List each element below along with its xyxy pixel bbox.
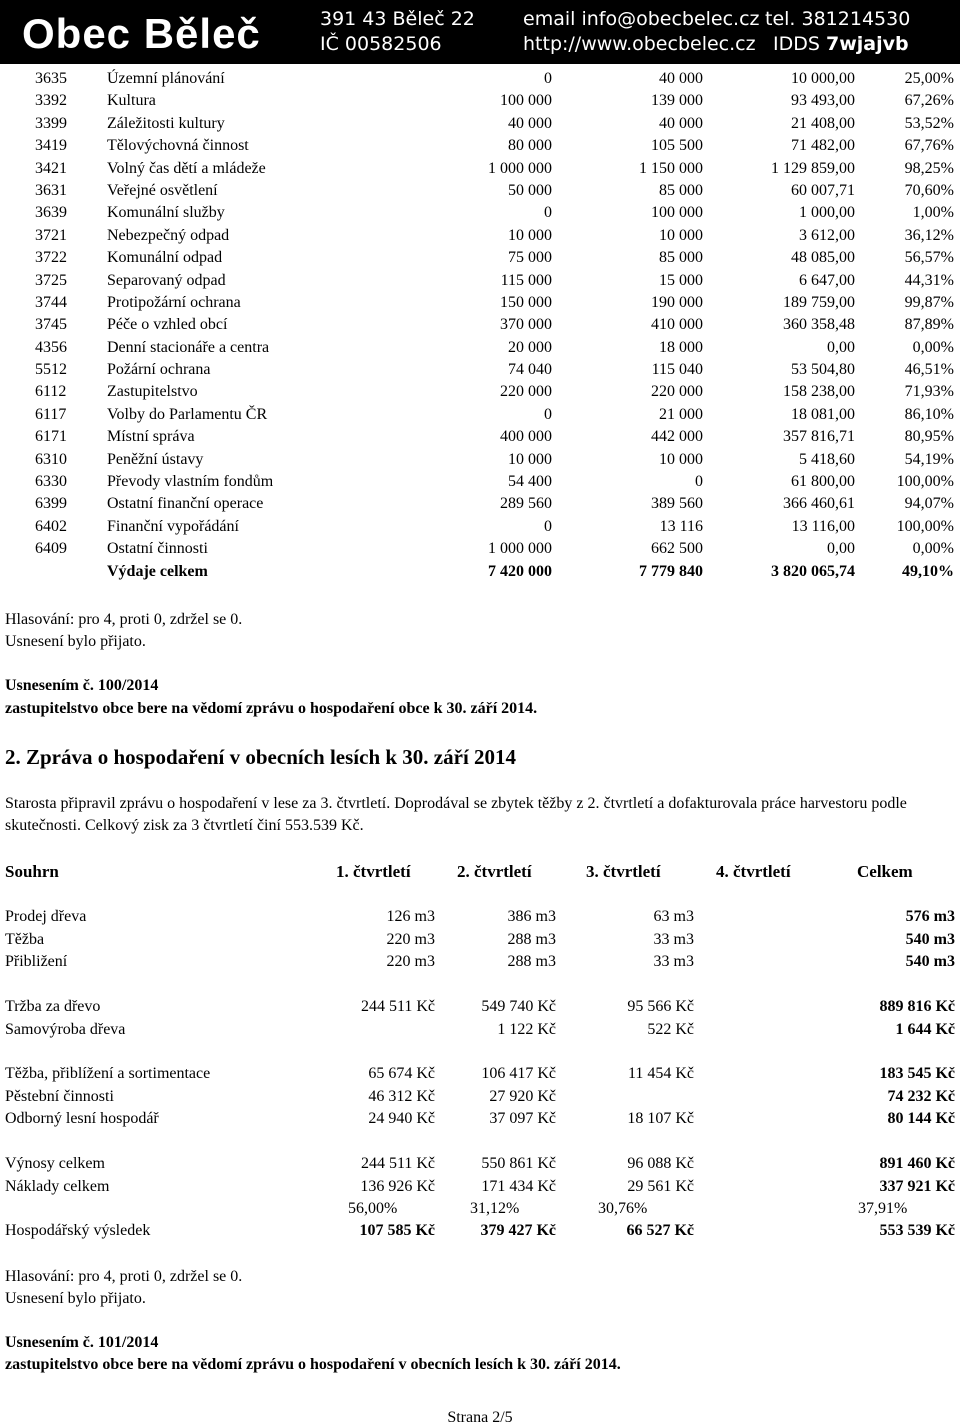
data-box-id [773,33,909,56]
value-total: 576 m3 [905,908,955,925]
approved-budget: 54 400 [508,473,552,491]
fulfilment-percent: 71,93% [904,383,954,401]
approved-budget: 0 [544,204,552,222]
fulfilment-percent: 0,00% [912,338,954,356]
value-q1: 65 674 Kč [368,1065,435,1082]
adjusted-budget: 139 000 [651,92,703,110]
account-name: Komunální odpad [107,249,223,267]
table-row [0,1063,960,1086]
value-total: 80 144 Kč [887,1110,955,1127]
adjusted-budget: 1 150 000 [639,159,703,177]
account-code: 6117 [35,405,67,423]
page-number: Strana 2/5 [447,1409,513,1426]
approved-budget: 80 000 [508,137,552,155]
approved-budget: 115 000 [500,271,552,289]
resolution-text-2: zastupitelstvo obce bere na vědomí zprávu o hospodaření v obecních lesích k 30. září 2014. [5,1356,621,1373]
table-row [0,929,960,952]
budget-total-row [0,561,960,583]
value-q3: 95 566 Kč [627,998,694,1015]
account-code: 6310 [35,450,67,468]
value-total: 540 m3 [905,953,955,970]
address: 391 43 Běleč 22 [320,8,475,30]
actual-spending: 48 085,00 [791,249,855,267]
section-heading: 2. Zpráva o hospodaření v obecních lesích k 30. září 2014 [5,745,517,769]
total-approved: 7 420 000 [488,562,552,580]
actual-spending: 53 504,80 [791,361,855,379]
actual-spending: 6 647,00 [799,271,855,289]
adjusted-budget: 13 116 [659,517,703,535]
account-code: 6409 [35,540,67,558]
account-name: Volby do Parlamentu ČR [107,405,268,423]
header-summary: Souhrn [5,862,59,881]
value-q2: 106 417 Kč [481,1065,556,1082]
account-name: Veřejné osvětlení [107,181,218,199]
adjusted-budget: 389 560 [651,495,703,513]
resolution-text-1: zastupitelstvo obce bere na vědomí zprávu o hospodaření obce k 30. září 2014. [5,700,538,717]
percent-total: 37,91% [858,1200,908,1217]
actual-spending: 61 800,00 [791,473,855,491]
account-name: Kultura [107,92,156,110]
table-row [0,180,960,202]
fulfilment-percent: 67,76% [904,137,954,155]
value-total: 891 460 Kč [879,1155,955,1172]
approved-budget: 1 000 000 [488,159,552,177]
account-name: Péče o vzhled obcí [107,316,228,334]
resolution-id: 101/2014 [97,1334,159,1351]
adjusted-budget: 100 000 [651,204,703,222]
table-row [0,471,960,493]
header-q2: 2. čtvrtletí [457,862,532,881]
account-code: 3419 [35,137,67,155]
row-label: Náklady celkem [5,1177,110,1195]
fulfilment-percent: 80,95% [904,428,954,446]
table-row [0,493,960,515]
fulfilment-percent: 53,52% [904,114,954,132]
header-q1: 1. čtvrtletí [336,862,411,881]
data-box-value: 7wjajvb [825,33,909,55]
account-code: 3722 [35,249,67,267]
account-name: Peněžní ústavy [107,450,204,468]
adjusted-budget: 662 500 [651,540,703,558]
approved-budget: 0 [544,517,552,535]
table-row [0,90,960,112]
approved-budget: 10 000 [508,226,552,244]
value-total: 183 545 Kč [879,1065,955,1082]
value-q3: 29 561 Kč [627,1177,694,1195]
value-q3: 11 454 Kč [627,1065,694,1082]
table-row [0,449,960,471]
value-q3: 96 088 Kč [627,1155,694,1172]
account-name: Komunální služby [107,204,225,222]
fulfilment-percent: 0,00% [912,540,954,558]
account-name: Požární ochrana [107,361,211,379]
account-name: Převody vlastním fondům [107,473,274,491]
fulfilment-percent: 99,87% [904,293,954,311]
account-code: 3635 [35,70,67,87]
adjusted-budget: 21 000 [659,405,703,423]
total-label: Výdaje celkem [107,562,208,580]
table-row [0,225,960,247]
value-q1: 46 312 Kč [368,1087,435,1105]
table-row [0,359,960,381]
account-code: 4356 [35,338,67,356]
account-name: Záležitosti kultury [107,114,225,132]
value-q1: 220 m3 [386,930,435,948]
value-q2: 171 434 Kč [481,1177,556,1195]
adjusted-budget: 40 000 [659,70,703,87]
table-row [0,135,960,157]
result-q1: 107 585 Kč [359,1222,435,1239]
value-q1: 220 m3 [386,953,435,970]
adjusted-budget: 15 000 [659,271,703,289]
data-box-label: IDDS [773,33,820,55]
table-row [0,68,960,90]
account-name: Územní plánování [107,70,225,87]
value-q2: 550 861 Kč [481,1155,556,1172]
value-q3: 33 m3 [653,953,694,970]
total-adjusted: 7 779 840 [639,562,703,580]
row-label: Těžba, přiblížení a sortimentace [5,1065,211,1082]
total-actual: 3 820 065,74 [771,562,855,580]
adjusted-budget: 105 500 [651,137,703,155]
resolution-status-2: Usnesení bylo přijato. [5,1290,146,1307]
value-total: 337 921 Kč [879,1177,955,1195]
table-row [0,202,960,224]
fulfilment-percent: 25,00% [904,70,954,87]
table-row [0,337,960,359]
fulfilment-percent: 46,51% [904,361,954,379]
table-row [0,1176,960,1199]
table-row [0,270,960,292]
forest-table-header [0,860,960,884]
approved-budget: 400 000 [500,428,552,446]
email-contact[interactable]: email info@obecbelec.cz [523,8,760,30]
account-name: Místní správa [107,428,195,446]
adjusted-budget: 85 000 [659,181,703,199]
value-q2: 27 920 Kč [489,1087,556,1105]
account-code: 3639 [35,204,67,222]
fulfilment-percent: 87,89% [904,316,954,334]
forest-volume-group [0,906,960,974]
adjusted-budget: 190 000 [651,293,703,311]
table-row [0,1108,960,1131]
result-q3: 66 527 Kč [626,1222,694,1239]
header-q4: 4. čtvrtletí [716,862,791,881]
value-q2: 37 097 Kč [489,1110,556,1127]
resolution-number-1 [5,675,158,696]
account-name: Protipožární ochrana [107,293,241,311]
table-row [0,381,960,403]
budget-table [0,68,960,583]
account-name: Denní stacionáře a centra [107,338,270,356]
fulfilment-percent: 86,10% [904,405,954,423]
account-name: Ostatní finanční operace [107,495,264,513]
percent-q2: 31,12% [470,1200,520,1217]
table-row [0,113,960,135]
company-id: IČ 00582506 [320,33,442,55]
account-name: Separovaný odpad [107,271,226,289]
percent-q3: 30,76% [598,1200,648,1217]
approved-budget: 1 000 000 [488,540,552,558]
actual-spending: 21 408,00 [791,114,855,132]
table-row [0,1019,960,1042]
approved-budget: 20 000 [508,338,552,356]
table-row [0,158,960,180]
account-code: 6112 [35,383,67,401]
account-code: 3745 [35,316,67,334]
approved-budget: 75 000 [508,249,552,267]
value-q1: 136 926 Kč [360,1177,435,1195]
phone-contact: tel. 381214530 [765,8,911,30]
website-link[interactable]: http://www.obecbelec.cz [523,33,756,55]
forest-totals-group [0,1153,960,1198]
approved-budget: 50 000 [508,181,552,199]
actual-spending: 18 081,00 [791,405,855,423]
account-name: Volný čas dětí a mládeže [107,159,266,177]
account-code: 3421 [35,159,67,177]
adjusted-budget: 220 000 [651,383,703,401]
account-code: 6330 [35,473,67,491]
actual-spending: 189 759,00 [783,293,855,311]
value-q1: 24 940 Kč [368,1110,435,1127]
table-row [0,1086,960,1109]
table-row [0,314,960,336]
account-code: 5512 [35,361,67,379]
fulfilment-percent: 36,12% [904,226,954,244]
adjusted-budget: 85 000 [659,249,703,267]
actual-spending: 93 493,00 [791,92,855,110]
value-total: 1 644 Kč [895,1020,955,1038]
value-q1: 244 511 Kč [360,1155,435,1172]
account-code: 3392 [35,92,67,110]
row-label: Pěstební činnosti [5,1087,114,1105]
adjusted-budget: 40 000 [659,114,703,132]
forest-result-row [0,1220,960,1243]
actual-spending: 60 007,71 [791,181,855,199]
municipality-title: Obec Běleč [22,10,261,57]
forest-revenue-group [0,996,960,1041]
resolution-id: 100/2014 [97,677,159,694]
actual-spending: 10 000,00 [791,70,855,87]
actual-spending: 360 358,48 [783,316,855,334]
account-name: Nebezpečný odpad [107,226,230,244]
table-row [0,426,960,448]
account-name: Tělovýchovná činnost [107,137,249,155]
forest-cost-group [0,1063,960,1131]
resolution-label: Usnesením č. [5,1334,94,1351]
approved-budget: 40 000 [508,114,552,132]
adjusted-budget: 442 000 [651,428,703,446]
row-label: Těžba [5,930,45,948]
approved-budget: 100 000 [500,92,552,110]
value-q2: 1 122 Kč [497,1020,556,1038]
adjusted-budget: 0 [695,473,703,491]
table-row [0,1153,960,1176]
fulfilment-percent: 98,25% [904,159,954,177]
table-row [0,404,960,426]
value-q3: 63 m3 [653,908,694,925]
value-q1: 126 m3 [386,908,435,925]
value-q2: 386 m3 [507,908,556,925]
table-row [0,292,960,314]
value-q2: 549 740 Kč [481,998,556,1015]
value-q3: 18 107 Kč [627,1110,694,1127]
actual-spending: 71 482,00 [791,137,855,155]
account-code: 6399 [35,495,67,513]
forest-percent-row [0,1198,960,1221]
table-row [0,247,960,269]
header-q3: 3. čtvrtletí [586,862,661,881]
approved-budget: 0 [544,405,552,423]
account-name: Finanční vypořádání [107,517,239,535]
row-label: Tržba za dřevo [5,998,101,1015]
account-code: 3725 [35,271,67,289]
actual-spending: 1 000,00 [799,204,855,222]
table-row [0,516,960,538]
adjusted-budget: 10 000 [659,226,703,244]
fulfilment-percent: 100,00% [896,517,954,535]
actual-spending: 13 116,00 [791,517,855,535]
fulfilment-percent: 100,00% [896,473,954,491]
account-code: 3631 [35,181,67,199]
vote-result-2: Hlasování: pro 4, proti 0, zdržel se 0. [5,1268,243,1285]
account-code: 6402 [35,517,67,535]
row-label: Prodej dřeva [5,908,87,925]
fulfilment-percent: 67,26% [904,92,954,110]
value-q2: 288 m3 [507,953,556,970]
total-percent: 49,10% [902,562,954,580]
actual-spending: 366 460,61 [783,495,855,513]
table-row [0,1198,960,1221]
approved-budget: 220 000 [500,383,552,401]
result-q2: 379 427 Kč [480,1222,556,1239]
actual-spending: 0,00 [827,540,855,558]
account-code: 6171 [35,428,67,446]
row-label: Samovýroba dřeva [5,1020,126,1038]
value-q3: 33 m3 [653,930,694,948]
row-label: Výnosy celkem [5,1155,105,1172]
approved-budget: 370 000 [500,316,552,334]
actual-spending: 158 238,00 [783,383,855,401]
adjusted-budget: 18 000 [659,338,703,356]
approved-budget: 10 000 [508,450,552,468]
letterhead [0,0,960,64]
value-q1: 244 511 Kč [360,998,435,1015]
adjusted-budget: 10 000 [659,450,703,468]
value-total: 74 232 Kč [887,1087,955,1105]
row-label: Přibližení [5,953,68,970]
row-label: Odborný lesní hospodář [5,1110,159,1127]
account-name: Zastupitelstvo [107,383,198,401]
adjusted-budget: 115 040 [651,361,703,379]
resolution-number-2 [5,1332,158,1353]
account-name: Ostatní činnosti [107,540,208,558]
account-code: 3744 [35,293,67,311]
percent-q1: 56,00% [348,1200,398,1217]
actual-spending: 3 612,00 [799,226,855,244]
approved-budget: 74 040 [508,361,552,379]
account-code: 3721 [35,226,67,244]
table-row [0,1220,960,1243]
account-code: 3399 [35,114,67,132]
table-row [0,996,960,1019]
resolution-label: Usnesením č. [5,677,94,694]
fulfilment-percent: 1,00% [912,204,954,222]
table-row [0,538,960,560]
approved-budget: 150 000 [500,293,552,311]
fulfilment-percent: 70,60% [904,181,954,199]
actual-spending: 0,00 [827,338,855,356]
row-label: Hospodářský výsledek [5,1222,151,1239]
value-total: 540 m3 [905,930,955,948]
actual-spending: 1 129 859,00 [771,159,855,177]
result-total: 553 539 Kč [879,1222,955,1239]
approved-budget: 0 [544,70,552,87]
fulfilment-percent: 44,31% [904,271,954,289]
fulfilment-percent: 94,07% [904,495,954,513]
table-row [0,951,960,974]
value-q2: 288 m3 [507,930,556,948]
fulfilment-percent: 56,57% [904,249,954,267]
actual-spending: 357 816,71 [783,428,855,446]
value-q3: 522 Kč [647,1020,694,1038]
header-total: Celkem [857,862,913,881]
resolution-status-1: Usnesení bylo přijato. [5,633,146,650]
section-paragraph: Starosta připravil zprávu o hospodaření v lese za 3. čtvrtletí. Doprodával se zbytek těžby z 2. čtvrtletí a dofakturovala práce harvestoru podle skutečnosti. Celkový zisk za 3 čtvrtletí činí 553.539 Kč. [5,795,907,834]
value-total: 889 816 Kč [879,998,955,1015]
approved-budget: 289 560 [500,495,552,513]
adjusted-budget: 410 000 [651,316,703,334]
fulfilment-percent: 54,19% [904,450,954,468]
actual-spending: 5 418,60 [799,450,855,468]
table-row [0,906,960,929]
vote-result-1: Hlasování: pro 4, proti 0, zdržel se 0. [5,611,243,628]
